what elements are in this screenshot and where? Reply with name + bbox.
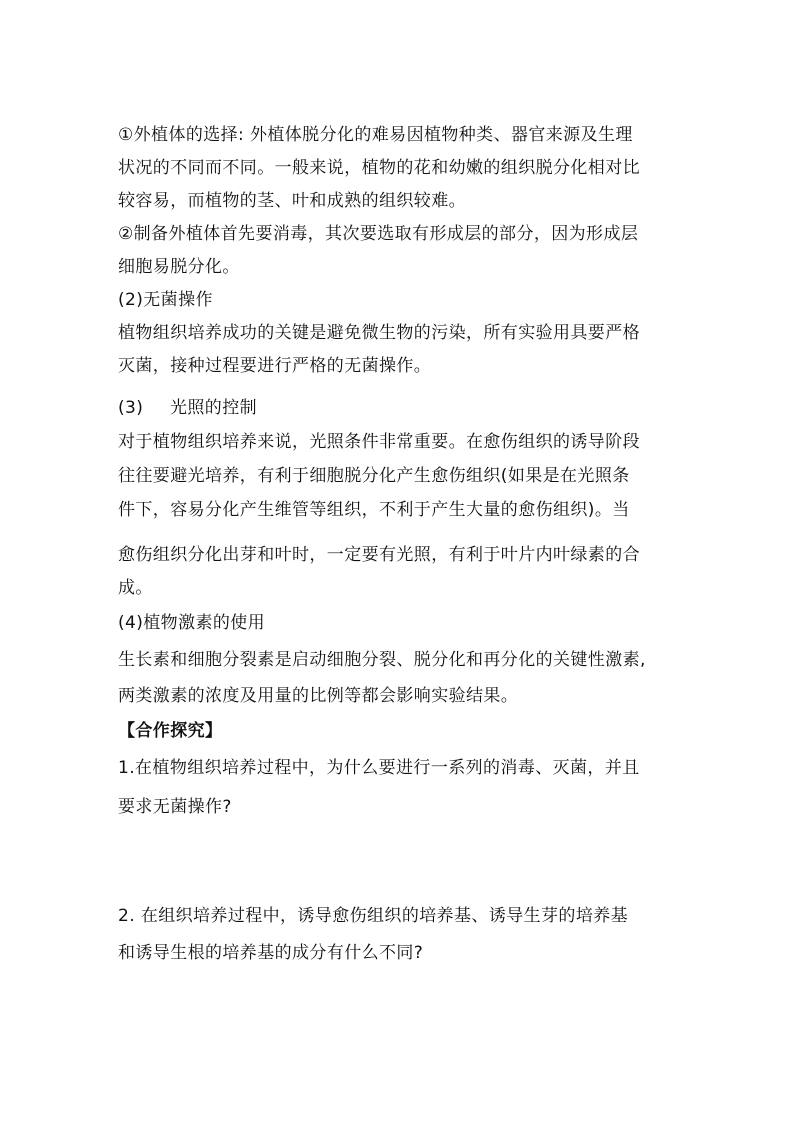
explant-line-2: 状况的不同而不同。一般来说，植物的花和幼嫩的组织脱分化相对比 [118, 158, 640, 178]
explant-line-1: ①外植体的选择: 外植体脱分化的难易因植物种类、器官来源及生理 [118, 125, 633, 145]
hormone-line-1: 生长素和细胞分裂素是启动细胞分裂、脱分化和再分化的关键性激素, [118, 650, 646, 670]
question-1-line-1: 1.在植物组织培养过程中，为什么要进行一系列的消毒、灭菌，并且 [118, 758, 640, 778]
question-1-line-2: 要求无菌操作? [118, 797, 232, 817]
light-line-3: 件下，容易分化产生维管等组织，不利于产生大量的愈伤组织)。当 [118, 500, 630, 520]
aseptic-heading: (2)无菌操作 [118, 290, 213, 310]
light-line-5: 成。 [118, 578, 153, 598]
explant-line-4: ②制备外植体首先要消毒，其次要选取有形成层的部分，因为形成层 [118, 224, 639, 244]
aseptic-line-1: 植物组织培养成功的关键是避免微生物的污染，所有实验用具要严格 [118, 323, 640, 343]
explant-line-3: 较容易，而植物的茎、叶和成熟的组织较难。 [118, 191, 466, 211]
light-heading [118, 398, 688, 418]
question-2-line-2: 和诱导生根的培养基的成分有什么不同? [118, 943, 424, 963]
explant-line-5: 细胞易脱分化。 [118, 257, 240, 277]
light-line-1: 对于植物组织培养来说，光照条件非常重要。在愈伤组织的诱导阶段 [118, 432, 640, 452]
hormone-line-2: 两类激素的浓度及用量的比例等都会影响实验结果。 [118, 686, 519, 706]
aseptic-line-2: 灭菌，接种过程要进行严格的无菌操作。 [118, 356, 432, 376]
light-heading-text: 光照的控制 [170, 398, 257, 418]
cooperate-heading: 【合作探究】 [118, 721, 223, 741]
light-line-2: 往往要避光培养，有利于细胞脱分化产生愈伤组织(如果是在光照条 [118, 466, 630, 486]
question-2-line-1: 2. 在组织培养过程中，诱导愈伤组织的培养基、诱导生芽的培养基 [118, 906, 629, 926]
hormone-heading: (4)植物激素的使用 [118, 613, 266, 633]
light-heading-number: (3) [118, 398, 144, 418]
light-line-4: 愈伤组织分化出芽和叶时，一定要有光照，有利于叶片内叶绿素的合 [118, 545, 640, 565]
